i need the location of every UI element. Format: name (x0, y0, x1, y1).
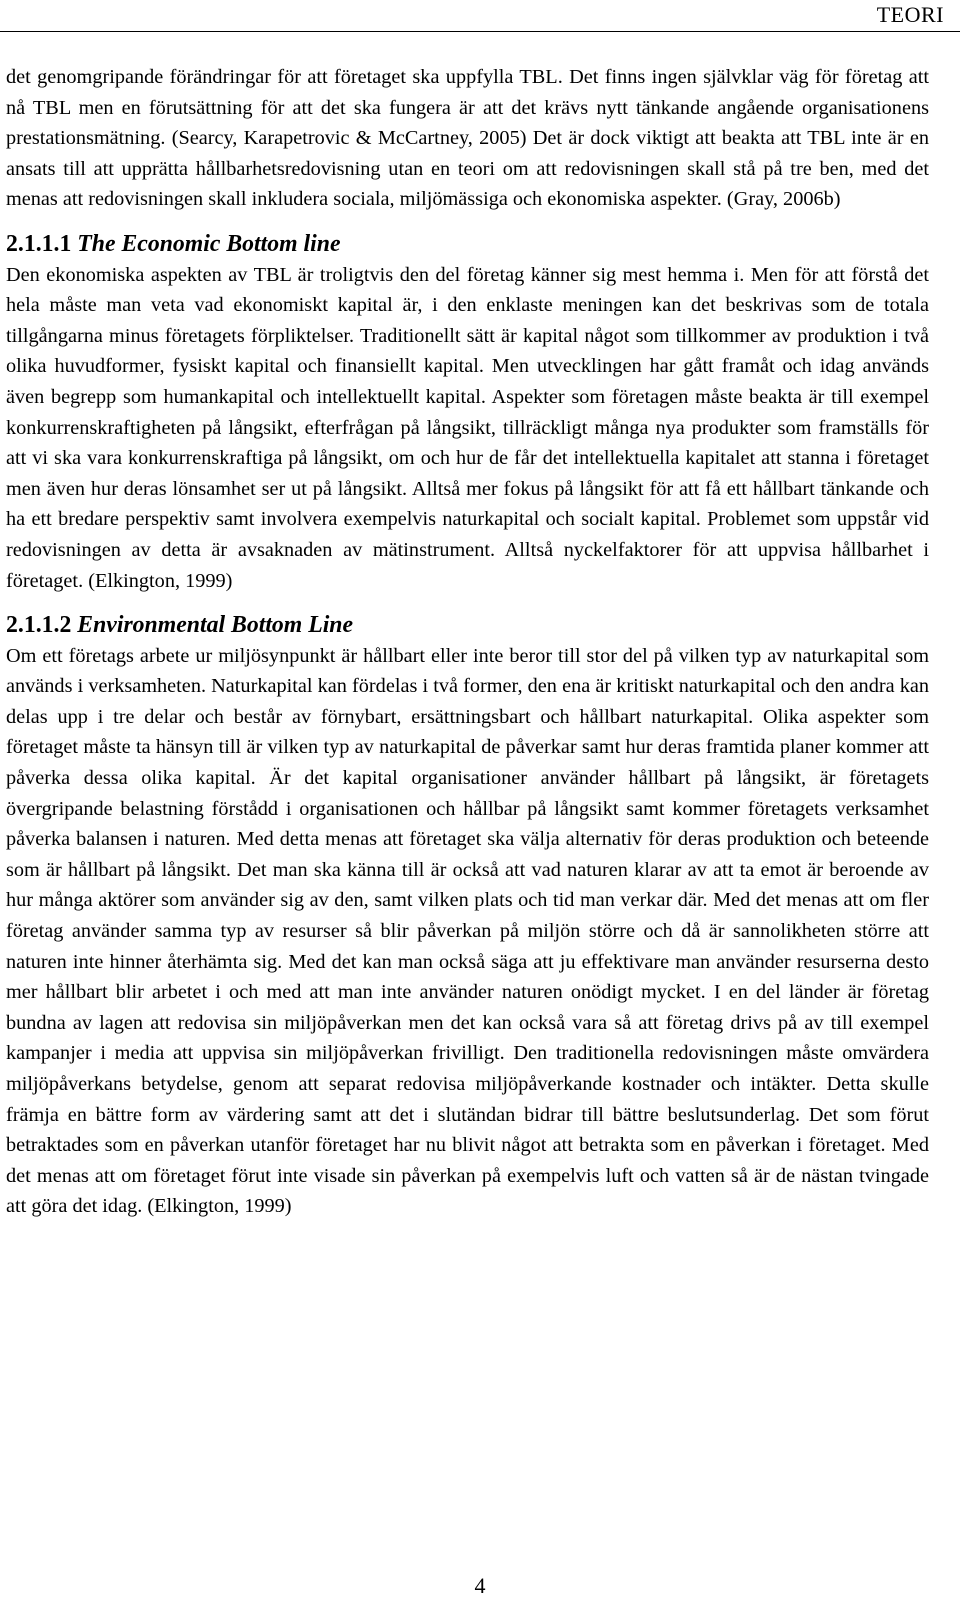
section-number: 2.1.1.2 (6, 612, 72, 639)
section-title: The Economic Bottom line (77, 230, 341, 257)
page-header (0, 0, 960, 34)
page-number: 4 (474, 1573, 486, 1598)
header-title: TEORI (876, 2, 944, 27)
section-environmental-bottom-line (6, 610, 929, 1222)
section-paragraph: Den ekonomiska aspekten av TBL är troligtvis den del företag känner sig mest hemma i. Men för att förstå det hela måste man veta vad ekonomiskt kapital är, i den enklaste meningen kan det beskrivas som de totala tillgångarna minus företagets förpliktelser. Traditionellt sätt är kapital något som tillkommer av produktion i två olika huvudformer, fysiskt kapital och finansiellt kapital. Men utvecklingen har gått framåt och idag används även begrepp som humankapital och intellektuellt kapital. Aspekter som företagen måste beakta är till exempel konkurrenskraftigheten på långsikt, efterfrågan på långsikt, tillräckligt många nya produkter som framställs för att vi ska vara konkurrenskraftiga på långsikt, om och hur de får det intellektuella kapitalet att stanna i företaget men även hur deras lönsamhet ser ut på långsikt. Alltså mer fokus på långsikt för att få ett hållbart tänkande och ha ett bredare perspektiv samt involvera exempelvis naturkapital och socialt kapital. Problemet som uppstår vid redovisningen av detta är avsaknaden av mätinstrument. Alltså nyckelfaktorer för att uppvisa hållbarhet i företaget. (Elkington, 1999) (6, 263, 929, 592)
section-economic-bottom-line (6, 229, 929, 596)
document-body (6, 62, 929, 1222)
section-heading (6, 229, 929, 260)
intro-paragraph: det genomgripande förändringar för att företaget ska uppfylla TBL. Det finns ingen självklar väg för företag att nå TBL men en förutsättning för att det ska fungera är att det krävs nytt tänkande angående organisationens prestationsmätning. (Searcy, Karapetrovic & McCartney, 2005) Det är dock viktigt att beakta att TBL inte är en ansats till att upprätta hållbarhetsredovisning utan en teori om att redovisningen skall stå på tre ben, med det menas att redovisningen skall inkludera sociala, miljömässiga och ekonomiska aspekter. (Gray, 2006b) (6, 66, 929, 211)
section-paragraph: Om ett företags arbete ur miljösynpunkt är hållbart eller inte beror till stor del på vilken typ av naturkapital som används i verksamheten. Naturkapital kan fördelas i två former, den ena är kritiskt naturkapital och den andra kan delas upp i tre delar och består av förnybart, ersättningsbart och hållbart naturkapital. Olika aspekter som företaget måste ta hänsyn till är vilken typ av naturkapital de påverkar samt hur deras framtida planer kommer att påverka dessa olika kapital. Är det kapital organisationer använder hållbart på långsikt, är företagets övergripande belastning förstådd i organisationen och hållbar på långsikt samt kommer företagets verksamhet påverka balansen i naturen. Med detta menas att företaget ska välja alternativ för deras produktion och beteende som är hållbart på långsikt. Det man ska känna till är också att vad naturen klarar av att ta emot är beroende av hur många aktörer som använder sig av den, samt vilken plats och tid man verkar där. Med det menas att om fler företag använder samma typ av resurser så blir påverkan på miljön större och då är sannolikheten större att naturen inte hinner återhämta sig. Med det kan man också säga att ju effektivare man använder resurserna desto mer hållbart blir arbetet i och med att man inte använder naturen onödigt mycket. I en del länder är företag bundna av lagen att redovisa sin miljöpåverkan men det kan också vara så att företag drivs på av till exempel kampanjer i media att uppvisa sin miljöpåverkan frivilligt. Den traditionella redovisningen måste omvärdera miljöpåverkans betydelse, genom att separat redovisa miljöpåverkande kostnader och intäkter. Detta skulle främja en bättre form av värdering samt att det i slutändan bidrar till bättre beslutsunderlag. Det som förut betraktades som en påverkan utanför företaget har nu blivit något att betrakta som en påverkan i företaget. Med det menas att om företaget förut inte visade sin påverkan på exempelvis luft och vatten så är de nästan tvingade att göra det idag. (Elkington, 1999) (6, 644, 929, 1218)
section-heading (6, 610, 929, 641)
header-divider (0, 31, 960, 32)
section-number: 2.1.1.1 (6, 230, 72, 257)
section-title: Environmental Bottom Line (77, 612, 354, 639)
